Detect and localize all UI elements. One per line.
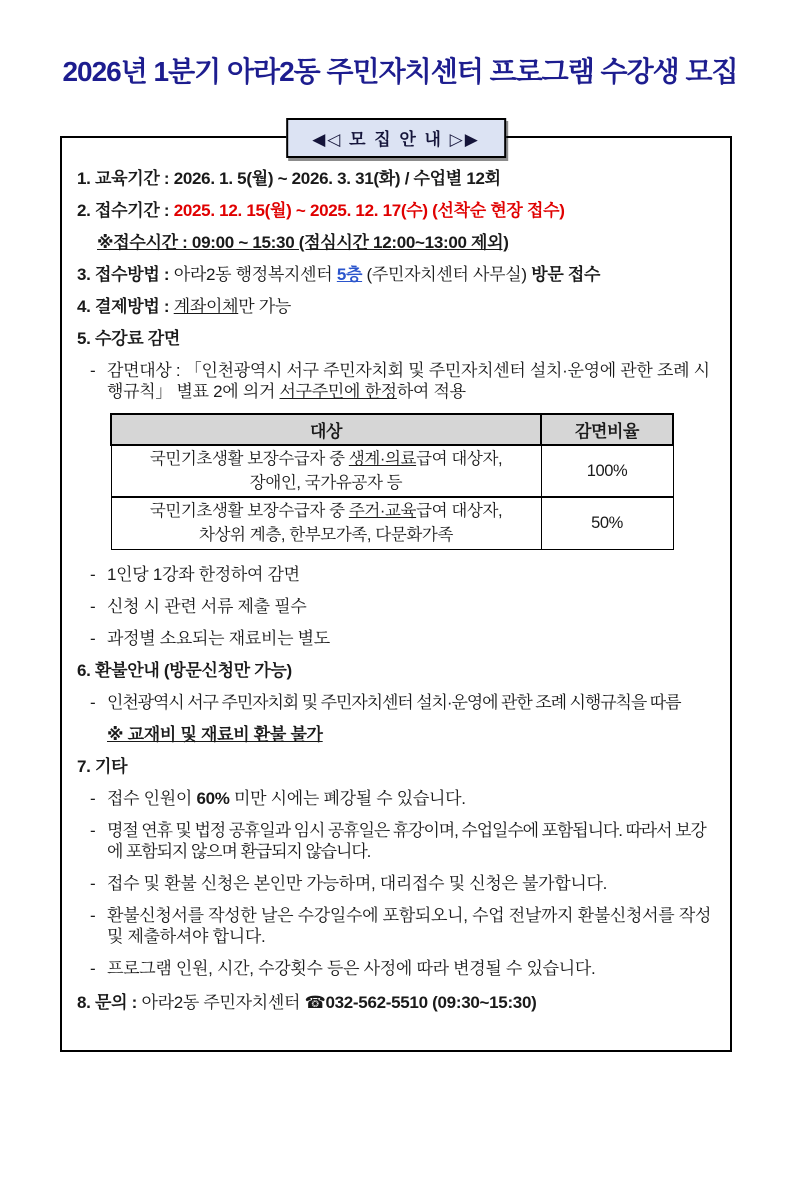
line-refund — [77, 660, 716, 681]
section-badge: ◀◁ 모 집 안 내 ▷▶ — [286, 118, 506, 158]
table-row — [111, 497, 673, 549]
separator: : — [127, 992, 142, 1012]
page-title: 2026년 1분기 아라2동 주민자치센터 프로그램 수강생 모집 — [62, 56, 738, 87]
etc-refund-form-text: 환불신청서를 작성한 날은 수강일수에 포함되오니, 수업 전날까지 환불신청서를 작성 및 제출하셔야 합니다. — [107, 905, 712, 946]
bullet-etc-changes — [77, 958, 716, 979]
method-text: 아라2동 행정복지센터 — [173, 265, 337, 284]
item-number: 7. — [77, 756, 91, 776]
note-text: 신청 시 관련 서류 제출 필수 — [107, 596, 307, 616]
bullet-dash: - — [90, 958, 96, 978]
line-application-method — [77, 264, 716, 285]
target-pre: 「인천광역시 서구 주민자치회 및 주민자치센터 설치·운영에 관한 조례 시행규칙」 별표 2에 의거 — [107, 361, 710, 401]
cell-underline: 주거·교육 — [348, 502, 417, 521]
line-etc — [77, 756, 716, 777]
contact-center-name: 아라2동 주민자치센터 — [141, 992, 305, 1012]
bullet-etc-cancellation — [77, 788, 716, 809]
item-number: 4. — [77, 297, 91, 316]
bullet-etc-holidays — [77, 820, 716, 862]
floor-highlight: 5층 — [336, 265, 363, 284]
bullet-etc-refund-form — [77, 905, 716, 947]
line-education-period — [77, 168, 716, 189]
target-underline: 서구주민에 한정 — [279, 382, 397, 401]
bullet-note — [77, 564, 716, 585]
phone-icon: ☎ — [304, 992, 326, 1012]
rate-cell: 100% — [541, 445, 673, 497]
cell-text: 국민기초생활 보장수급자 중 — [149, 502, 349, 521]
item-label: 문의 — [95, 992, 128, 1012]
separator: : — [159, 265, 174, 284]
cell-underline: 생계·의료 — [348, 450, 417, 468]
line-application-hours — [77, 232, 716, 253]
separator: : — [159, 169, 174, 188]
item-number: 6. — [77, 660, 91, 680]
application-period-value: 2025. 12. 15(월) ~ 2025. 12. 17(수) (선착순 현장 접수) — [173, 201, 565, 220]
etc-text: 접수 인원이 — [107, 788, 197, 808]
item-label: 환불안내 (방문신청만 가능) — [95, 660, 292, 680]
separator: : — [159, 297, 174, 316]
notice-section — [60, 130, 732, 1052]
phone-number: 032-562-5510 (09:30~15:30) — [325, 992, 537, 1012]
etc-holidays-text: 명절 연휴 및 법정 공휴일과 임시 공휴일은 휴강이며, 수업일수에 포함됩니다. 따라서 보강에 포함되지 않으며 환급되지 않습니다. — [107, 820, 706, 861]
bullet-note — [77, 628, 716, 649]
item-label: 기타 — [95, 756, 128, 776]
target-cell — [111, 497, 541, 549]
target-cell-line2: 장애인, 국가유공자 등 — [249, 474, 403, 492]
target-label: 감면대상 : — [107, 361, 185, 380]
target-cell-line1 — [116, 499, 537, 523]
refund-warning: ※ 교재비 및 재료비 환불 불가 — [107, 724, 323, 744]
bullet-dash: - — [90, 692, 96, 712]
item-label: 결제방법 — [95, 297, 160, 316]
payment-underline: 계좌이체 — [173, 297, 239, 316]
bullet-discount-target — [77, 360, 716, 402]
line-discount — [77, 328, 716, 349]
education-period-value: 2026. 1. 5(월) ~ 2026. 3. 31(화) / 수업별 12회 — [173, 169, 501, 188]
line-contact — [77, 992, 716, 1013]
item-label: 접수방법 — [95, 265, 160, 284]
bullet-dash: - — [90, 905, 96, 925]
document-page — [0, 50, 800, 1052]
item-number: 3. — [77, 265, 91, 284]
cell-text-post: 급여 대상자, — [416, 450, 503, 468]
target-cell — [111, 445, 541, 497]
etc-text-end: 미만 시에는 폐강될 수 있습니다. — [229, 788, 466, 808]
item-label: 접수기간 — [95, 201, 160, 220]
etc-bold-percent: 60% — [196, 788, 230, 808]
visit-apply-text: 방문 접수 — [531, 265, 601, 284]
etc-cancellation-text — [107, 788, 716, 809]
discount-target-text — [107, 360, 716, 402]
item-number: 5. — [77, 329, 91, 348]
line-application-period — [77, 200, 716, 221]
note-text: 1인당 1강좌 한정하여 감면 — [107, 564, 300, 584]
etc-inperson-text: 접수 및 환불 신청은 본인만 가능하며, 대리접수 및 신청은 불가합니다. — [107, 873, 608, 893]
table-header-rate: 감면비율 — [541, 414, 673, 445]
notice-box — [60, 136, 732, 1052]
discount-table — [110, 413, 674, 550]
bullet-etc-inperson — [77, 873, 716, 894]
bullet-dash: - — [90, 873, 96, 893]
bullet-dash: - — [90, 820, 96, 840]
separator: : — [159, 201, 174, 220]
table-row — [111, 445, 673, 497]
bullet-dash: - — [90, 564, 96, 584]
item-label: 교육기간 — [95, 169, 160, 188]
item-label: 수강료 감면 — [95, 329, 181, 348]
method-text-mid: (주민자치센터 사무실) — [362, 265, 532, 284]
rate-cell: 50% — [541, 497, 673, 549]
bullet-dash: - — [90, 628, 96, 648]
note-text: 과정별 소요되는 재료비는 별도 — [107, 628, 330, 648]
item-number: 8. — [77, 992, 91, 1012]
item-number: 2. — [77, 201, 91, 220]
target-cell-line1 — [116, 447, 537, 471]
cell-text: 국민기초생활 보장수급자 중 — [149, 450, 349, 468]
table-header-target: 대상 — [111, 414, 541, 445]
bullet-note — [77, 596, 716, 617]
refund-policy-text: 인천광역시 서구 주민자치회 및 주민자치센터 설치·운영에 관한 조례 시행규칙을 따름 — [107, 692, 681, 712]
line-payment-method — [77, 296, 716, 317]
etc-changes-text: 프로그램 인원, 시간, 수강횟수 등은 사정에 따라 변경될 수 있습니다. — [107, 958, 596, 978]
target-cell-line2: 차상위 계층, 한부모가족, 다문화가족 — [198, 526, 453, 545]
table-header-row — [111, 414, 673, 445]
bullet-dash: - — [90, 361, 96, 380]
bullet-dash: - — [90, 788, 96, 808]
item-number: 1. — [77, 169, 91, 188]
application-hours-text: ※접수시간 : 09:00 ~ 15:30 (점심시간 12:00~13:00 제외) — [97, 233, 509, 252]
target-end: 하여 적용 — [396, 382, 466, 401]
cell-text-post: 급여 대상자, — [416, 502, 503, 521]
bullet-refund-policy — [77, 692, 716, 713]
payment-end: 만 가능 — [238, 297, 292, 316]
bullet-dash: - — [90, 596, 96, 616]
